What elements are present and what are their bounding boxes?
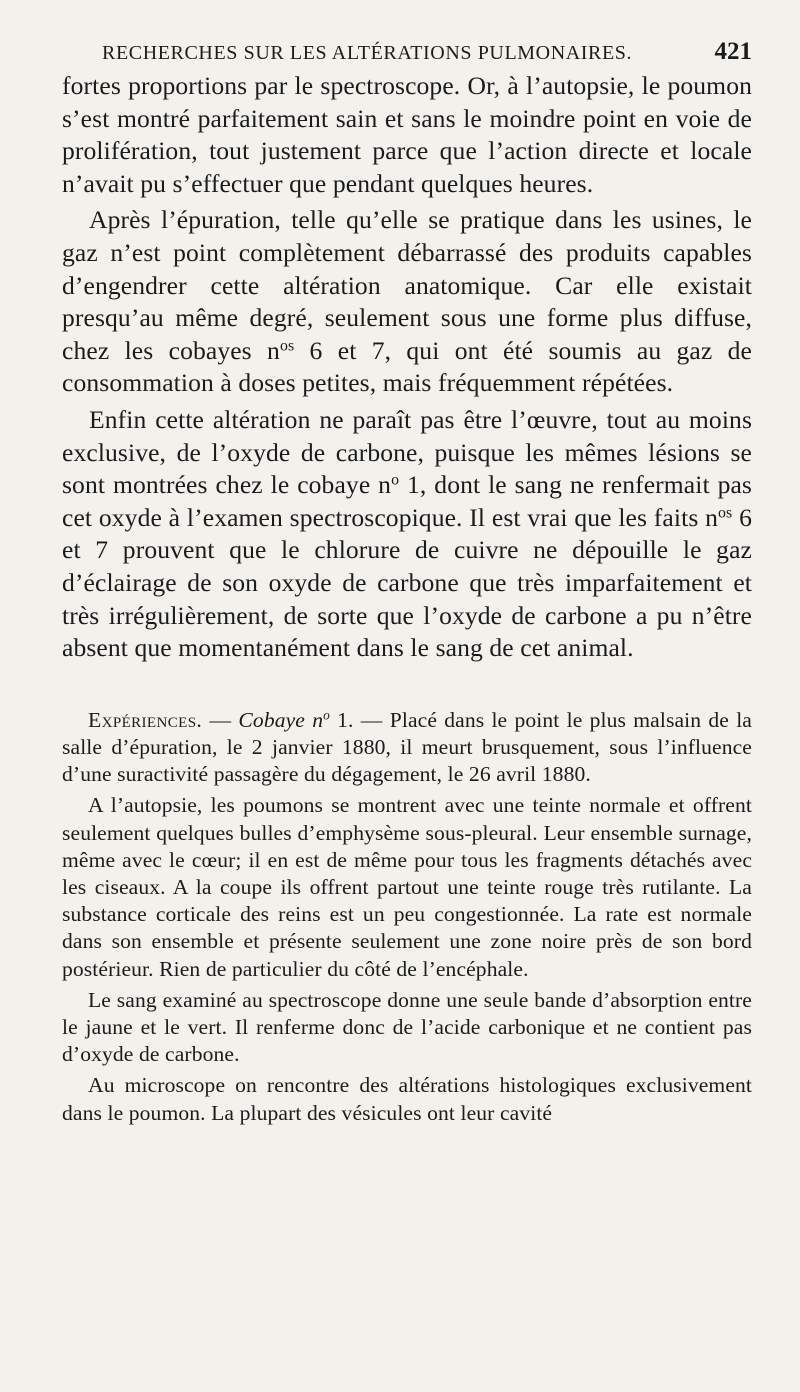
experiment-paragraph-2: A l’autopsie, les poumons se montrent avec une teinte normale et offrent seulement quelques bulles d’emphysème sous-pleural. Leur ensemble surnage, même avec le cœur; il en est de même pour tous les fragments détachés avec les ciseaux. A la coupe ils offrent partout une teinte rouge très rutilante. La substance corticale des reins est un peu congestionnée. La rate est normale dans son ensemble et présente seulement une zone noire près de son bord postérieur. Rien de particulier du côté de l’encéphale.	[62, 793, 752, 981]
page-number: 421	[714, 38, 752, 65]
experiment-paragraph-1: Expériences. — Cobaye $n^o$ 1. — Placé dans le point le plus malsain de la salle d’épuration, le 2 janvier 1880, il meurt brusquement, sous l’influence d’une suractivité passagère du dégagement, le 26 avril 1880.	[62, 707, 752, 787]
running-header	[102, 38, 752, 66]
experiments-label: Expériences.	[88, 707, 203, 732]
paragraph-2: Après l’épuration, telle qu’elle se pratique dans les usines, le gaz n’est point complètement débarrassé des produits capables d’engendrer cette altération anatomique. Car elle existait presqu’au même degré, seulement sous une forme plus diffuse, chez les cobayes $n^{os}$ 6 et 7, qui ont été soumis au gaz de consommation à doses petites, mais fréquemment répétées.	[62, 205, 753, 398]
paragraph-3: Enfin cette altération ne paraît pas être l’œuvre, tout au moins exclusive, de l’oxyde de carbone, puisque les mêmes lésions se sont montrées chez le cobaye $n^o$ 1, dont le sang ne renfermait pas cet oxyde à l’examen spectroscopique. Il est vrai que les faits $n^{os}$ 6 et 7 prouvent que le chlorure de cuivre ne dépouille le gaz d’éclairage de son oxyde de carbone que très imparfaitement et très irrégulièrement, de sorte que l’oxyde de carbone a pu n’être absent que momentanément dans le sang de cet animal.	[62, 404, 752, 663]
experiments-section	[62, 707, 752, 1127]
book-page	[62, 38, 752, 1127]
paragraph-1: fortes proportions par le spectroscope. Or, à l’autopsie, le poumon s’est montré parfaitement sain et sans le moindre point en voie de prolifération, tout justement parce que l’action directe et locale n’avait pu s’effectuer que pendant quelques heures.	[62, 71, 752, 198]
experiment-subject: Cobaye $n^o$	[238, 707, 330, 732]
experiment-paragraph-3: Le sang examiné au spectroscope donne une seule bande d’absorption entre le jaune et le vert. Il renferme donc de l’acide carbonique et ne contient pas d’oxyde de carbone.	[62, 987, 752, 1067]
experiment-paragraph-4: Au microscope on rencontre des altérations histologiques exclusivement dans le poumon. La plupart des vésicules ont leur cavité	[62, 1073, 752, 1125]
running-title: RECHERCHES SUR LES ALTÉRATIONS PULMONAIRES.	[102, 42, 633, 64]
